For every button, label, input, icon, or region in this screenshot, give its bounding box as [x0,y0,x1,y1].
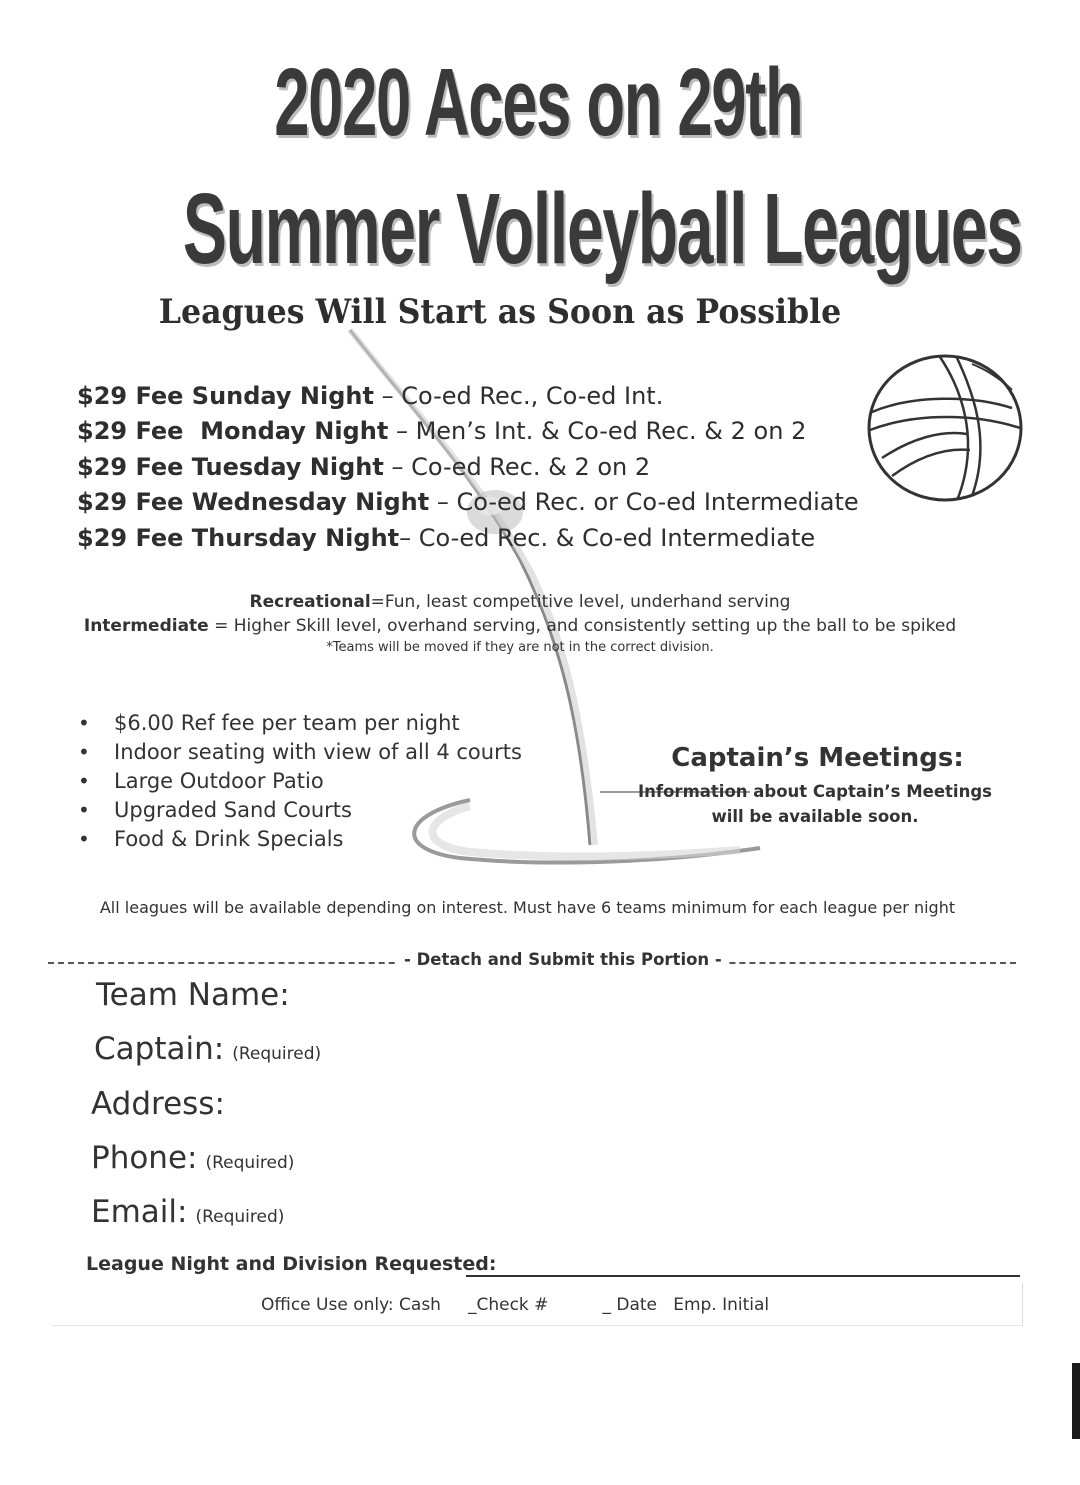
bullet-icon: • [78,827,90,851]
team-name-field[interactable] [96,977,290,1013]
fee-divisions: – Co-ed Rec. & Co-ed Intermediate [399,524,816,552]
amenity-text: Indoor seating with view of all 4 courts [114,740,522,764]
fee-divisions: – Co-ed Rec., Co-ed Int. [381,382,664,410]
bullet-icon: • [78,769,90,793]
bullet-icon: • [78,798,90,822]
fee-divisions: – Co-ed Rec. & 2 on 2 [391,453,651,481]
field-label: Address: [91,1086,225,1122]
league-request-label: League Night and Division Requested: [86,1253,497,1275]
definition-text: = Higher Skill level, overhand serving, and consistently setting up the ball to be spiked [208,616,957,636]
field-label: Phone: [91,1140,198,1176]
fee-divisions: – Co-ed Rec. or Co-ed Intermediate [436,488,859,516]
fee-row-thursday [77,524,815,552]
required-note: (Required) [232,1044,322,1064]
definition-recreational [0,592,1040,612]
bullet-icon: • [78,740,90,764]
definition-label: Intermediate [83,616,209,636]
bullet-icon: • [78,711,90,735]
amenity-text: Large Outdoor Patio [114,769,324,793]
fee-label: $29 Fee Thursday Night [77,524,400,552]
captains-meetings-info-2: will be available soon. [711,807,919,826]
fee-label: $29 Fee Monday Night [77,417,389,445]
address-field[interactable] [91,1086,225,1122]
title-line-2: Summer Volleyball Leagues [182,173,1022,285]
field-label: Team Name: [96,977,290,1013]
amenity-text: Upgraded Sand Courts [114,798,352,822]
subtitle: Leagues Will Start as Soon as Possible [158,292,842,332]
field-label: Captain: [94,1031,225,1067]
division-note: *Teams will be moved if they are not in the correct division. [326,640,714,655]
phone-field[interactable] [91,1140,294,1176]
definition-intermediate [0,616,1040,636]
amenity-item [78,711,460,735]
fee-row-sunday [77,382,663,410]
amenity-item [78,827,343,851]
fee-row-tuesday [77,453,650,481]
definition-label: Recreational [249,592,371,612]
detach-label: - Detach and Submit this Portion - [398,950,728,969]
captains-meetings-title: Captain’s Meetings: [671,743,964,773]
field-label: Email: [91,1194,188,1230]
amenity-item [78,769,324,793]
amenity-text: $6.00 Ref fee per team per night [114,711,460,735]
fee-label: $29 Fee Tuesday Night [77,453,384,481]
required-note: (Required) [205,1153,295,1173]
fee-row-monday [77,417,806,445]
title-line-1: 2020 Aces on 29th [274,49,803,156]
office-use-row: Office Use only: Cash _Check # _ Date Emp. Initial [261,1295,770,1315]
amenity-item [78,798,352,822]
amenity-text: Food & Drink Specials [114,827,344,851]
fee-row-wednesday [77,488,859,516]
scan-edge-mark [1072,1363,1080,1439]
fee-divisions: – Men’s Int. & Co-ed Rec. & 2 on 2 [395,417,807,445]
volleyball-icon [862,350,1028,506]
email-field[interactable] [91,1194,284,1230]
amenity-item [78,740,522,764]
captains-meetings-info-1: Information about Captain’s Meetings [638,782,992,801]
required-note: (Required) [195,1207,285,1227]
definition-text: =Fun, least competitive level, underhand serving [370,592,791,612]
captain-field[interactable] [94,1031,321,1067]
availability-note: All leagues will be available depending on interest. Must have 6 teams minimum for each league per night [99,898,956,917]
fee-label: $29 Fee Sunday Night [77,382,374,410]
fee-label: $29 Fee Wednesday Night [77,488,430,516]
league-request-input[interactable] [466,1275,1020,1277]
